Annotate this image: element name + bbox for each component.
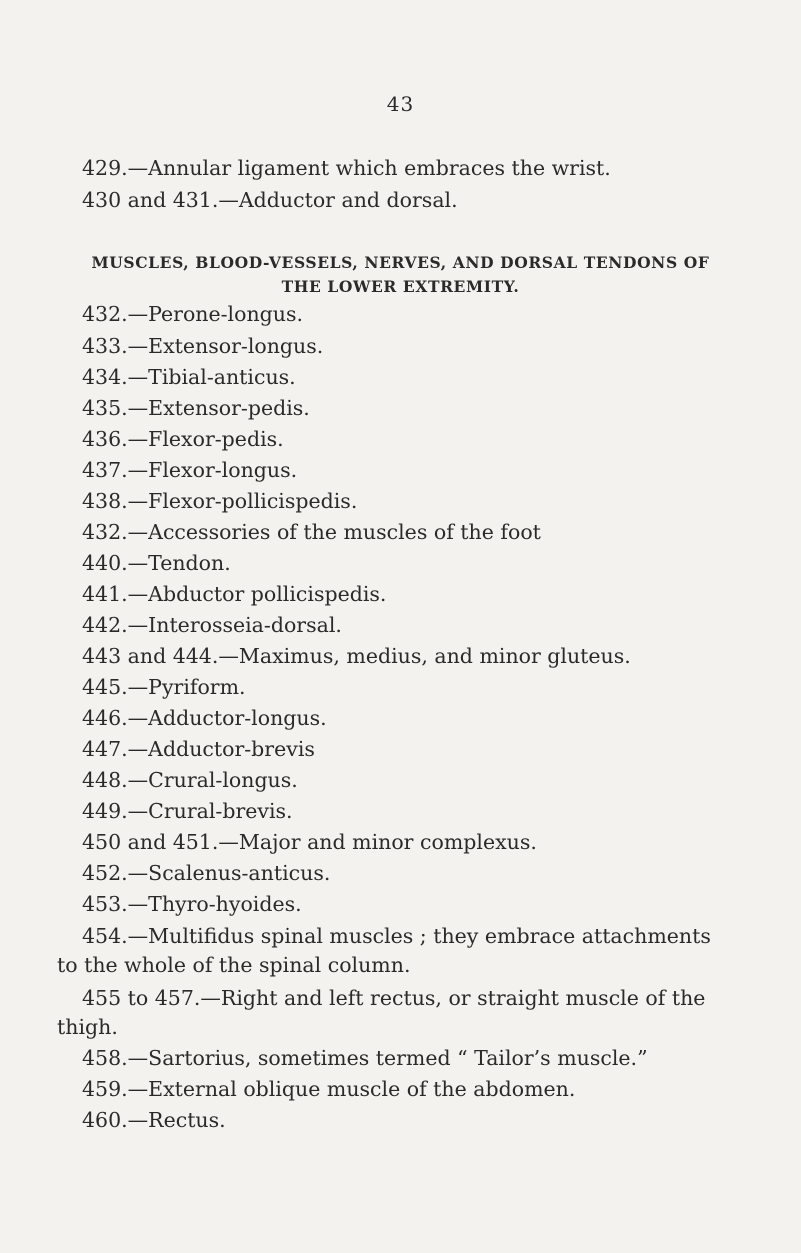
section-heading-line-2: THE LOWER EXTREMITY. — [281, 277, 520, 296]
section-heading — [0, 251, 801, 299]
section-heading-line-1: MUSCLES, BLOOD-VESSELS, NERVES, AND DORSAL TENDONS OF — [91, 253, 710, 272]
paragraph: 455 to 457.—Right and left rectus, or straight muscle of the thigh. — [57, 986, 706, 1039]
page-number: 43 — [386, 92, 415, 116]
paragraph: 454.—Multifidus spinal muscles ; they embrace attachments to the whole of the spinal column. — [57, 924, 711, 977]
